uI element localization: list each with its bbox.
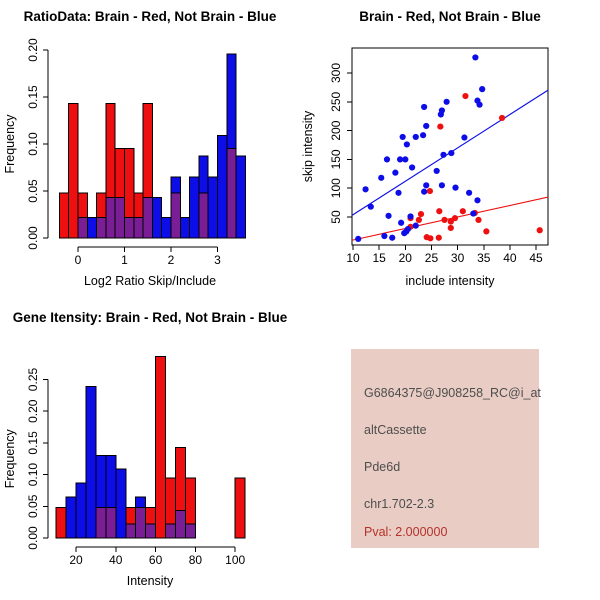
x-tick-label: 40 bbox=[503, 251, 517, 265]
hist-bar-blue bbox=[190, 177, 199, 238]
info-box bbox=[351, 349, 539, 548]
intensity-scatter bbox=[300, 0, 600, 300]
y-tick-label: 0.15 bbox=[26, 85, 40, 109]
scatter-point-blue bbox=[402, 156, 408, 162]
y-tick-label: 200 bbox=[329, 120, 343, 141]
hist-bar-blue bbox=[180, 217, 189, 238]
hist-bar-overlap bbox=[166, 524, 176, 538]
hist-bar-overlap bbox=[78, 217, 87, 238]
y-tick-label: 300 bbox=[329, 62, 343, 84]
gene-name-text: Pde6d bbox=[364, 460, 401, 474]
chart-title: Brain - Red, Not Brain - Blue bbox=[359, 9, 541, 24]
scatter-point-blue bbox=[434, 168, 440, 174]
scatter-point-blue bbox=[423, 123, 429, 129]
y-tick-label: 100 bbox=[329, 178, 343, 199]
scatter-point-blue bbox=[479, 86, 485, 92]
scatter-point-blue bbox=[404, 141, 410, 147]
hist-bar-blue bbox=[66, 497, 76, 538]
hist-bar-blue bbox=[76, 483, 86, 538]
y-tick-label: 0.00 bbox=[26, 526, 40, 550]
hist-bar-overlap bbox=[176, 511, 186, 538]
x-tick-label: 10 bbox=[346, 251, 360, 265]
y-tick-label: 250 bbox=[329, 91, 343, 112]
scatter-point-red bbox=[436, 235, 442, 241]
locus-text: chr1.702-2.3 bbox=[364, 497, 435, 511]
scatter-point-red bbox=[483, 228, 489, 234]
scatter-point-red bbox=[427, 235, 433, 241]
scatter-point-red bbox=[537, 227, 543, 233]
x-tick-label: 40 bbox=[109, 553, 123, 567]
gene-info-panel bbox=[300, 300, 600, 600]
hist-bar-red bbox=[56, 508, 66, 538]
scatter-point-blue bbox=[385, 213, 391, 219]
scatter-point-blue bbox=[466, 190, 472, 196]
x-tick-label: 2 bbox=[167, 253, 175, 267]
x-tick-label: 0 bbox=[74, 253, 82, 267]
hist-bar-red bbox=[59, 193, 68, 238]
scatter-point-blue bbox=[355, 236, 361, 242]
ratio-histogram-panel bbox=[0, 0, 300, 300]
scatter-point-blue bbox=[362, 186, 368, 192]
hist-bar-overlap bbox=[97, 217, 106, 238]
x-tick-label: 20 bbox=[398, 251, 412, 265]
hist-bar-overlap bbox=[171, 193, 180, 238]
hist-bar-overlap bbox=[136, 508, 146, 538]
scatter-point-red bbox=[427, 188, 433, 194]
hist-bar-overlap bbox=[134, 217, 143, 238]
x-tick-label: 30 bbox=[450, 251, 465, 265]
hist-bar-overlap bbox=[143, 198, 152, 238]
hist-bar-red bbox=[235, 478, 245, 538]
scatter-point-blue bbox=[395, 190, 401, 196]
scatter-point-red bbox=[436, 208, 442, 214]
splice-type-text: altCassette bbox=[364, 423, 427, 437]
scatter-point-red bbox=[437, 123, 443, 129]
scatter-point-red bbox=[499, 115, 505, 121]
hist-bar-overlap bbox=[185, 524, 195, 538]
y-tick-label: 0.20 bbox=[26, 38, 40, 62]
scatter-point-red bbox=[416, 217, 422, 223]
scatter-point-blue bbox=[384, 156, 390, 162]
scatter-point-blue bbox=[392, 170, 398, 176]
scatter-point-blue bbox=[448, 150, 454, 156]
scatter-point-blue bbox=[381, 233, 387, 239]
scatter-point-blue bbox=[413, 134, 419, 140]
x-tick-label: 1 bbox=[121, 253, 128, 267]
y-tick-label: 0.20 bbox=[26, 399, 40, 423]
hist-bar-overlap bbox=[106, 508, 116, 538]
hist-bar-overlap bbox=[115, 198, 124, 238]
scatter-point-blue bbox=[474, 197, 480, 203]
scatter-point-red bbox=[448, 225, 454, 231]
x-tick-label: 35 bbox=[477, 251, 491, 265]
scatter-point-blue bbox=[407, 213, 413, 219]
chart-title: Gene Itensity: Brain - Red, Not Brain - Blue bbox=[12, 310, 288, 325]
y-axis-title: Frequency bbox=[3, 429, 17, 489]
scatter-point-blue bbox=[398, 220, 404, 226]
y-tick-label: 0.15 bbox=[26, 431, 40, 455]
hist-bar-overlap bbox=[126, 524, 136, 538]
hist-bar-blue bbox=[152, 198, 161, 238]
hist-bar-overlap bbox=[96, 508, 106, 538]
y-tick-label: 0.05 bbox=[26, 494, 40, 518]
scatter-point-blue bbox=[472, 54, 478, 60]
probe-id-text: G6864375@J908258_RC@i_at bbox=[364, 386, 541, 400]
scatter-point-blue bbox=[378, 175, 384, 181]
hist-bar-blue bbox=[86, 386, 96, 538]
scatter-point-blue bbox=[470, 210, 476, 216]
scatter-point-blue bbox=[461, 134, 467, 140]
y-tick-label: 0.05 bbox=[26, 179, 40, 203]
y-tick-label: 0.10 bbox=[26, 132, 40, 156]
hist-bar-overlap bbox=[125, 217, 134, 238]
y-axis-title: skip intensity bbox=[301, 110, 315, 183]
ratio-histogram bbox=[0, 0, 300, 300]
hist-bar-overlap bbox=[199, 193, 208, 238]
scatter-point-blue bbox=[423, 182, 429, 188]
y-axis-title: Frequency bbox=[3, 114, 17, 174]
y-tick-label: 0.10 bbox=[26, 462, 40, 487]
hist-bar-overlap bbox=[146, 524, 156, 538]
scatter-point-red bbox=[475, 217, 481, 223]
scatter-point-blue bbox=[421, 104, 427, 110]
y-tick-label: 150 bbox=[329, 149, 343, 170]
scatter-point-blue bbox=[438, 111, 444, 117]
scatter-point-blue bbox=[401, 230, 407, 236]
hist-bar-blue bbox=[236, 156, 245, 238]
x-tick-label: 3 bbox=[214, 253, 221, 267]
x-tick-label: 80 bbox=[188, 553, 203, 567]
scatter-point-blue bbox=[420, 132, 426, 138]
scatter-point-red bbox=[418, 211, 424, 217]
intensity-scatter-panel bbox=[300, 0, 600, 300]
scatter-point-red bbox=[452, 215, 458, 221]
scatter-point-blue bbox=[444, 99, 450, 105]
x-tick-label: 20 bbox=[69, 553, 83, 567]
hist-bar-red bbox=[69, 104, 78, 238]
scatter-point-red bbox=[462, 93, 468, 99]
scatter-point-blue bbox=[476, 102, 482, 108]
hist-bar-blue bbox=[116, 469, 126, 538]
scatter-point-blue bbox=[400, 134, 406, 140]
y-tick-label: 0.25 bbox=[26, 367, 40, 392]
x-axis-title: include intensity bbox=[405, 274, 495, 288]
x-tick-label: 45 bbox=[529, 251, 543, 265]
scatter-point-blue bbox=[421, 189, 427, 195]
scatter-point-blue bbox=[440, 152, 446, 158]
scatter-point-blue bbox=[439, 182, 445, 188]
gene-intensity-histogram-panel bbox=[0, 300, 300, 600]
y-tick-label: 0.00 bbox=[26, 226, 40, 250]
hist-bar-blue bbox=[162, 217, 171, 238]
scatter-point-red bbox=[460, 208, 466, 214]
scatter-point-blue bbox=[452, 185, 458, 191]
scatter-point-blue bbox=[413, 223, 419, 229]
x-tick-label: 25 bbox=[424, 251, 439, 265]
scatter-point-blue bbox=[389, 235, 395, 241]
x-tick-label: 60 bbox=[148, 553, 163, 567]
hist-bar-red bbox=[156, 357, 166, 538]
plot-box bbox=[352, 48, 548, 245]
chart-title: RatioData: Brain - Red, Not Brain - Blue bbox=[23, 9, 277, 24]
x-axis-title: Intensity bbox=[126, 574, 174, 588]
scatter-point-blue bbox=[409, 164, 415, 170]
hist-bar-overlap bbox=[106, 198, 115, 238]
hist-bar-blue bbox=[87, 217, 96, 238]
gene-intensity-histogram bbox=[0, 300, 300, 600]
hist-bar-blue bbox=[218, 136, 227, 238]
x-axis-title: Log2 Ratio Skip/Include bbox=[83, 274, 217, 288]
hist-bar-overlap bbox=[227, 149, 236, 238]
pval-text: Pval: 2.000000 bbox=[364, 525, 448, 539]
y-tick-label: 50 bbox=[329, 210, 343, 224]
scatter-point-red bbox=[441, 217, 447, 223]
x-tick-label: 15 bbox=[372, 251, 386, 265]
hist-bar-blue bbox=[208, 177, 217, 238]
x-tick-label: 100 bbox=[225, 553, 246, 567]
scatter-point-blue bbox=[368, 204, 374, 210]
